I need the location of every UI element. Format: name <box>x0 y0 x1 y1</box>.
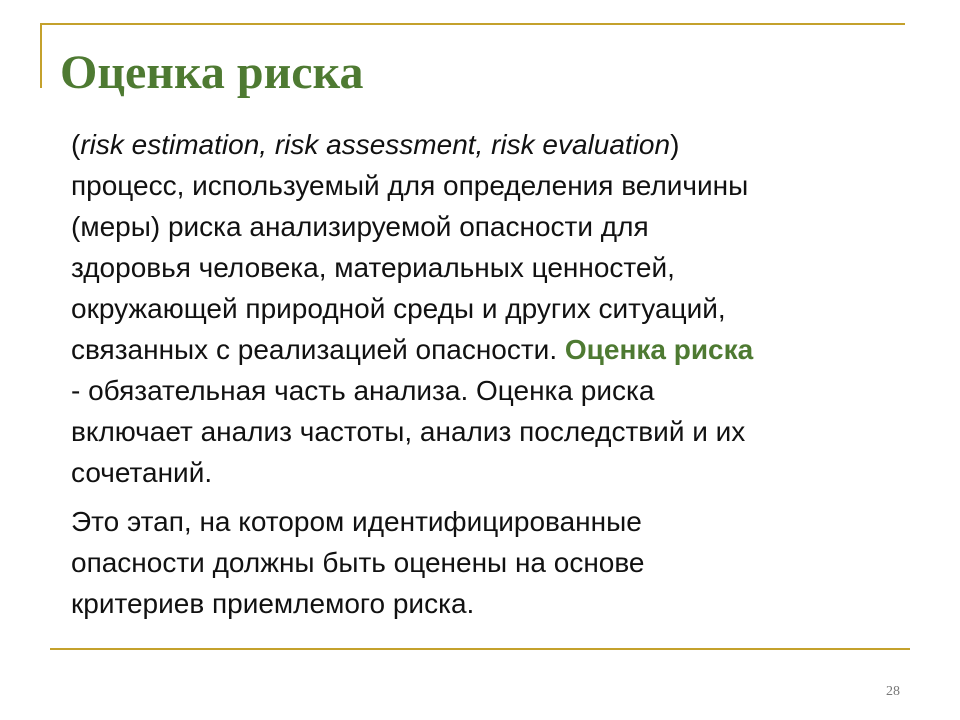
frame-left-line <box>40 23 42 88</box>
stage-line-2: опасности должны быть оценены на основе <box>71 547 645 578</box>
definition-line-2: (меры) риска анализируемой опасности для <box>71 211 649 242</box>
definition-line-3: здоровья человека, материальных ценностей, <box>71 252 675 283</box>
stage-line-3: критериев приемлемого риска. <box>71 588 475 619</box>
definition-line-5: связанных с реализацией опасности. <box>71 334 565 365</box>
slide-body <box>71 124 931 624</box>
definition-line-4: окружающей природной среды и других ситуаций, <box>71 293 726 324</box>
terms-italic: risk estimation, risk assessment, risk evaluation <box>80 129 671 160</box>
paragraph-stage <box>71 501 931 624</box>
highlight-term: Оценка риска <box>564 334 754 365</box>
definition-line-1: процесс, используемый для определения величины <box>71 170 749 201</box>
slide-title: Оценка риска <box>60 46 364 99</box>
definition-line-7: включает анализ частоты, анализ последствий и их <box>71 416 746 447</box>
open-paren: ( <box>71 129 81 160</box>
definition-line-6: - обязательная часть анализа. Оценка риска <box>71 375 655 406</box>
frame-top-line <box>40 23 905 25</box>
frame-bottom-line <box>50 648 910 650</box>
page-number: 28 <box>886 684 900 699</box>
stage-line-1: Это этап, на котором идентифицированные <box>71 506 642 537</box>
close-paren: ) <box>670 129 680 160</box>
definition-line-8: сочетаний. <box>71 457 213 488</box>
paragraph-definition <box>71 124 931 493</box>
